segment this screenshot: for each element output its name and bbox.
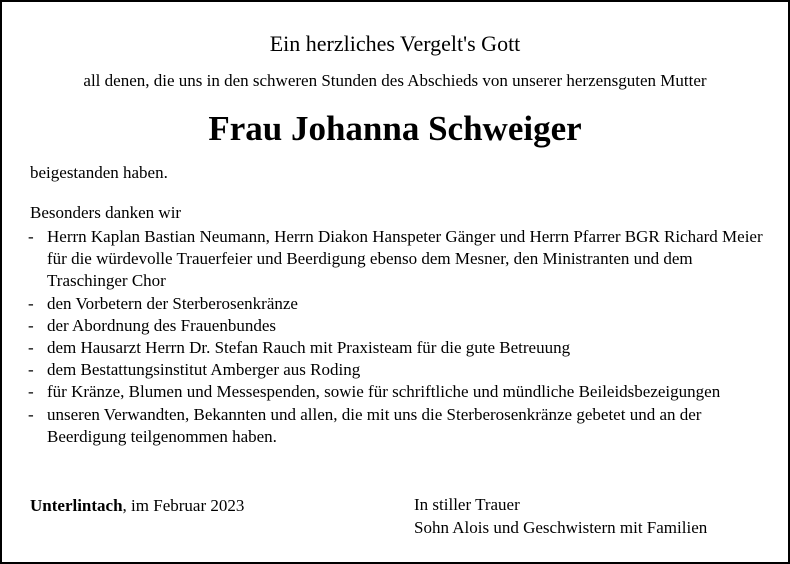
place-and-date [30, 495, 244, 517]
list-item [28, 226, 773, 293]
bullet-dash: - [28, 338, 34, 358]
bullet-dash: - [28, 227, 34, 246]
bullet-dash: - [28, 382, 34, 402]
list-item [28, 315, 773, 337]
list-item-text: dem Hausarzt Herrn Dr. Stefan Rauch mit Praxisteam für die gute Betreuung [47, 338, 571, 358]
place-name: Unterlintach [30, 496, 123, 515]
list-item [28, 293, 773, 315]
list-item-text: den Vorbetern der Sterberosenkränze [47, 293, 298, 313]
bullet-dash: - [28, 293, 34, 313]
bullet-dash: - [28, 315, 34, 335]
signature-line-2: Sohn Alois und Geschwistern mit Familien [414, 518, 708, 537]
list-item-text: unseren Verwandten, Bekannten und allen, die mit uns die Sterberosenkränze gebetet und an der Beerdigung teilgenommen haben. [47, 404, 702, 446]
list-item-text: dem Bestattungsinstitut Amberger aus Roding [47, 360, 361, 380]
thanks-intro: Besonders danken wir [30, 203, 182, 222]
bullet-dash: - [28, 360, 34, 380]
notice-intro: all denen, die uns in den schweren Stunden des Abschieds von unserer herzensguten Mutter [83, 71, 707, 90]
notice-heading: Ein herzliches Vergelt's Gott [269, 31, 521, 56]
signature-block [414, 493, 707, 539]
list-item-text: für Kränze, Blumen und Messespenden, sowie für schriftliche und mündliche Beileidsbezeigungen [47, 382, 721, 402]
date-text: , im Februar 2023 [122, 496, 245, 515]
signature-line-1: In stiller Trauer [414, 495, 520, 514]
list-item [28, 404, 773, 448]
deceased-name: Frau Johanna Schweiger [208, 109, 582, 148]
list-item [28, 337, 773, 359]
list-item [28, 359, 773, 381]
list-item [28, 381, 773, 403]
thanks-list [28, 226, 773, 448]
after-name-text: beigestanden haben. [30, 163, 168, 182]
list-item-text: Herrn Kaplan Bastian Neumann, Herrn Diakon Hanspeter Gänger und Herrn Pfarrer BGR Richard Meier für die würdevolle Trauerfeier und Beerdigung ebenso dem Mesner, den Ministranten und dem Traschinger Chor [47, 227, 763, 291]
bullet-dash: - [28, 404, 34, 424]
list-item-text: der Abordnung des Frauenbundes [47, 315, 276, 335]
